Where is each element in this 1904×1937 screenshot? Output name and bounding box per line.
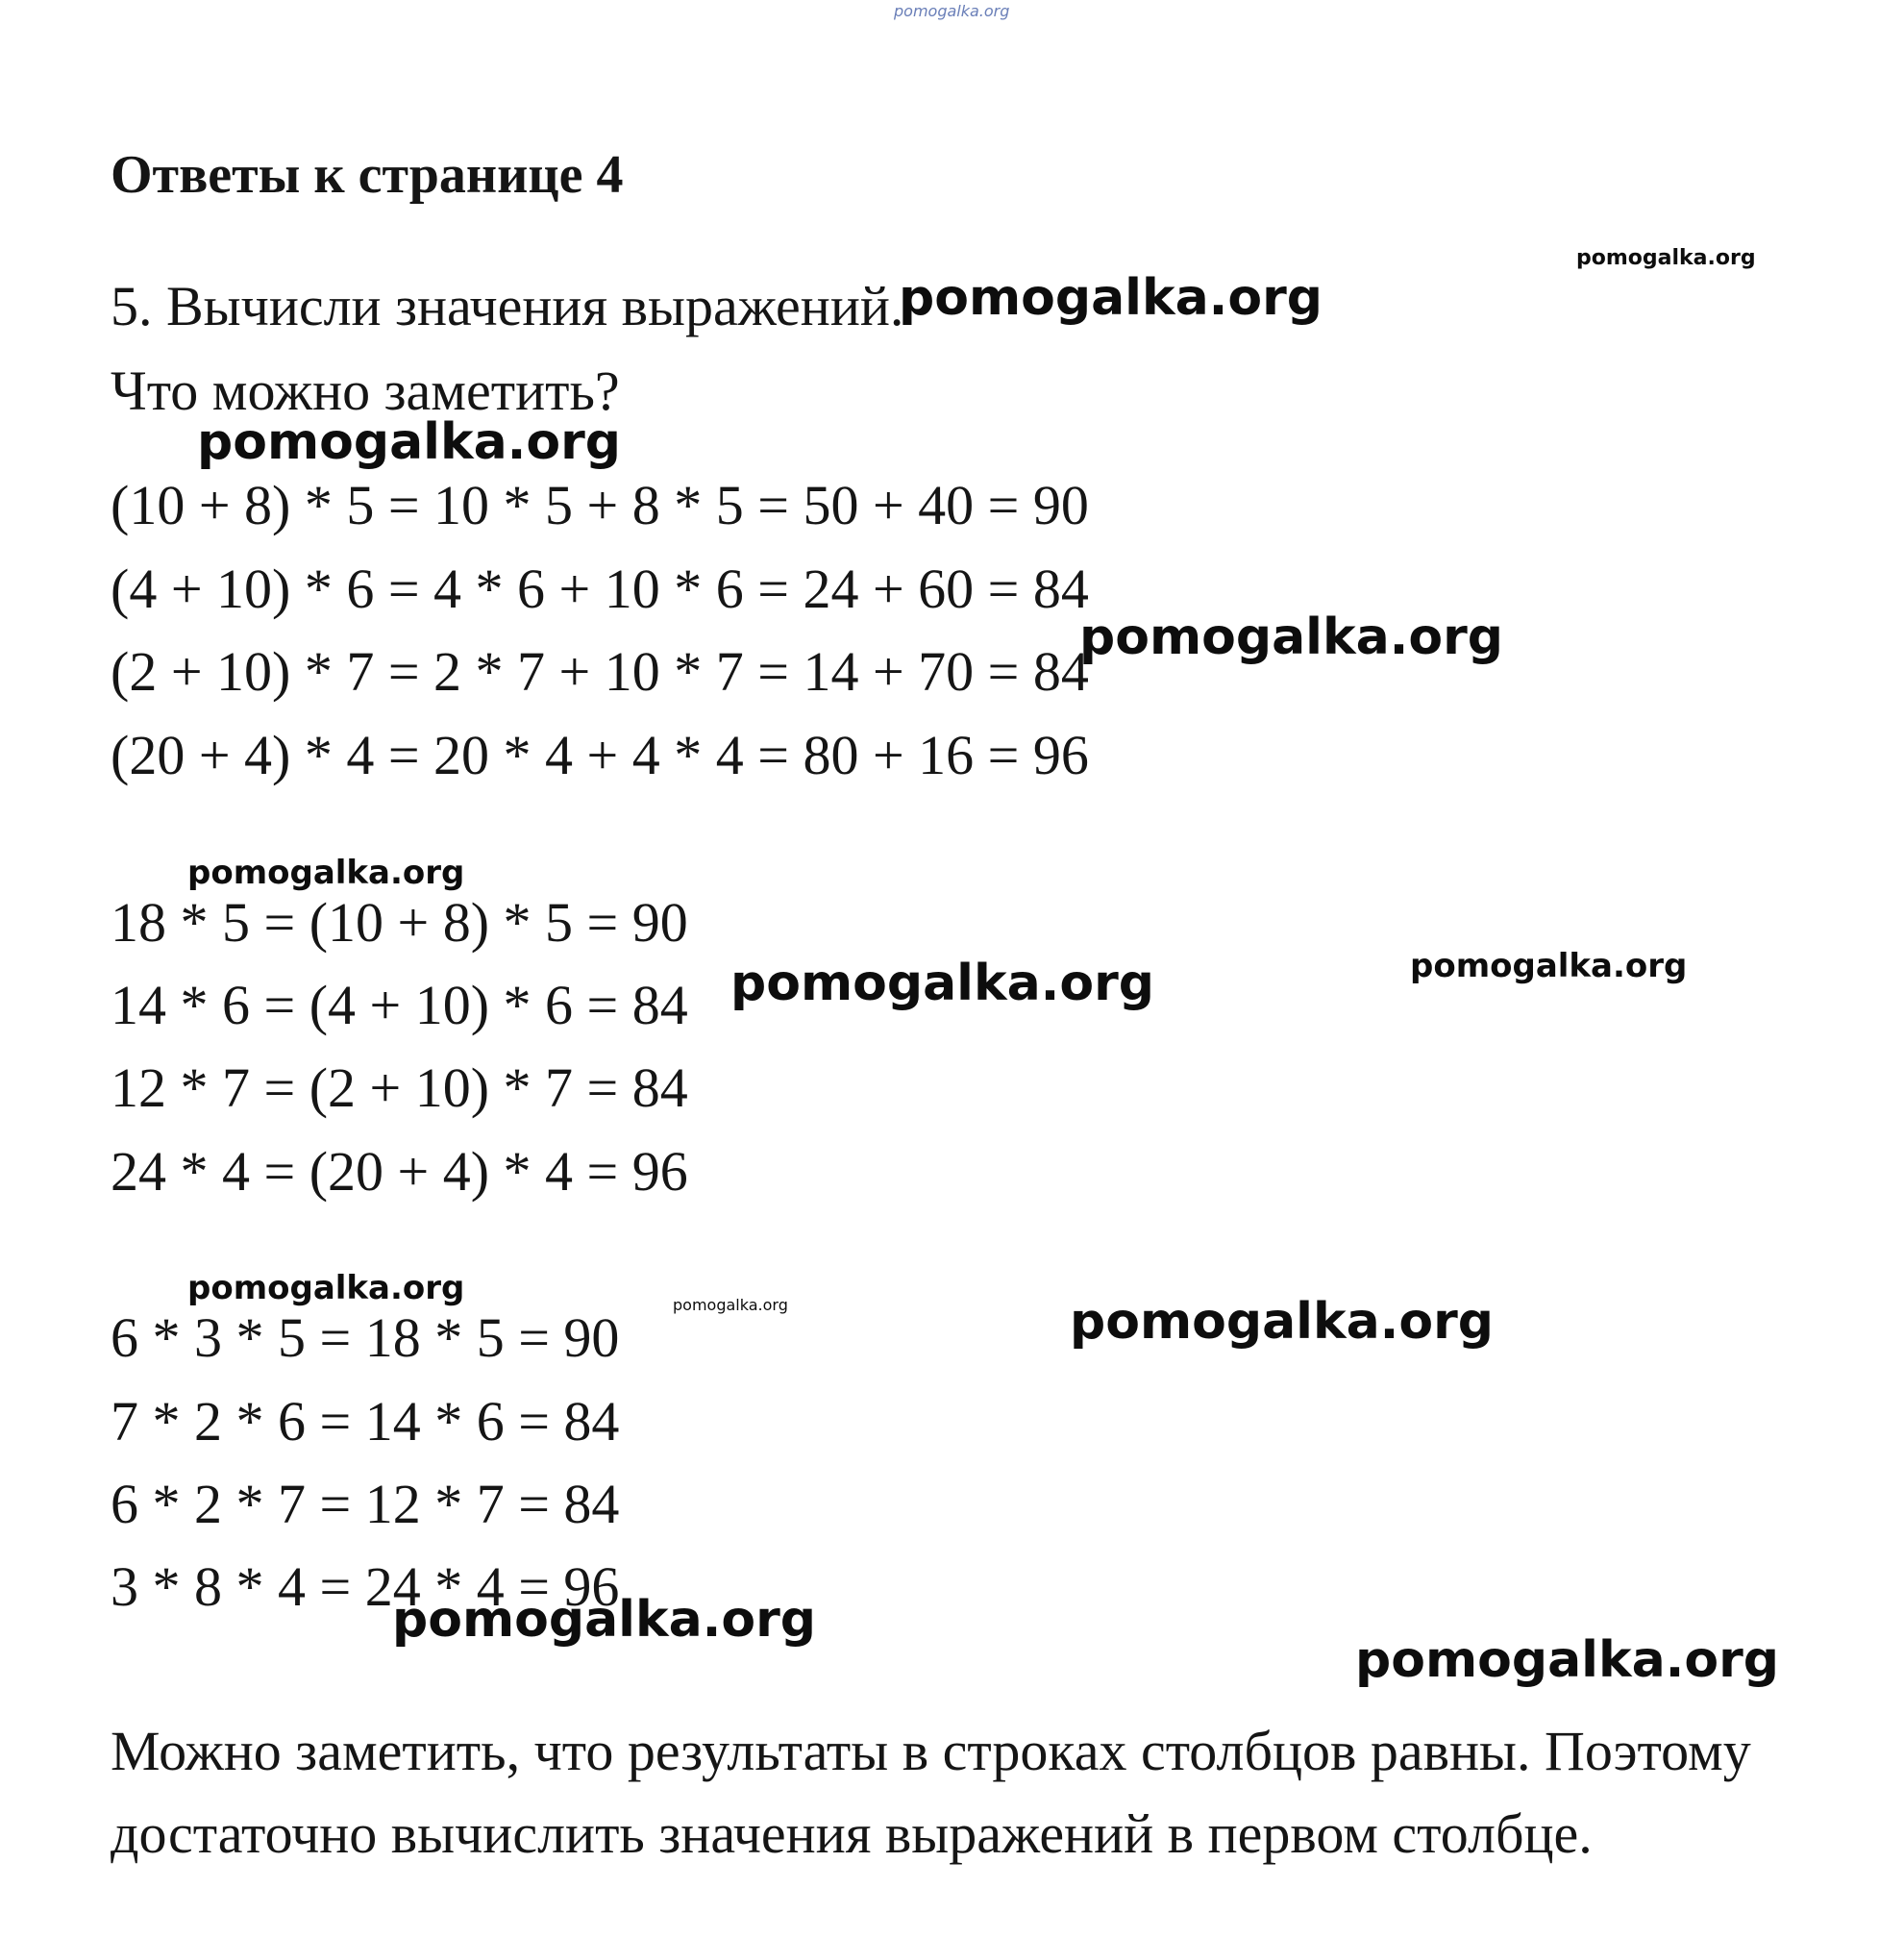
watermark: pomogalka.org (1410, 947, 1688, 985)
equation-line: 14 * 6 = (4 + 10) * 6 = 84 (111, 974, 688, 1036)
equation-line: (4 + 10) * 6 = 4 * 6 + 10 * 6 = 24 + 60 = 84 (111, 558, 1089, 620)
watermark: pomogalka.org (392, 1591, 817, 1649)
equation-line: 12 * 7 = (2 + 10) * 7 = 84 (111, 1056, 688, 1119)
equation-line: 3 * 8 * 4 = 24 * 4 = 96 (111, 1555, 620, 1618)
watermark: pomogalka.org (730, 955, 1155, 1012)
task-question: Что можно заметить? (111, 360, 620, 422)
watermark: pomogalka.org (197, 413, 622, 471)
equation-line: (10 + 8) * 5 = 10 * 5 + 8 * 5 = 50 + 40 = 90 (111, 474, 1089, 536)
equation-line: 6 * 3 * 5 = 18 * 5 = 90 (111, 1306, 620, 1369)
equation-line: 18 * 5 = (10 + 8) * 5 = 90 (111, 891, 688, 954)
watermark: pomogalka.org (899, 269, 1323, 327)
conclusion-line-2: достаточно вычислить значения выражений в первом столбце. (111, 1802, 1593, 1865)
watermark: pomogalka.org (1355, 1631, 1780, 1689)
task-heading: 5. Вычисли значения выражений. (111, 275, 904, 337)
watermark: pomogalka.org (1070, 1293, 1495, 1351)
page-title: Ответы к странице 4 (111, 145, 624, 205)
watermark-top: pomogalka.org (894, 2, 1010, 20)
watermark: pomogalka.org (1079, 608, 1504, 666)
equation-line: (20 + 4) * 4 = 20 * 4 + 4 * 4 = 80 + 16 = 96 (111, 724, 1089, 786)
conclusion-line-1: Можно заметить, что результаты в строках столбцов равны. Поэтому (111, 1720, 1751, 1782)
equation-line: 24 * 4 = (20 + 4) * 4 = 96 (111, 1140, 688, 1203)
equation-line: 6 * 2 * 7 = 12 * 7 = 84 (111, 1473, 620, 1535)
watermark: pomogalka.org (187, 1269, 465, 1307)
watermark: pomogalka.org (673, 1296, 788, 1314)
equation-line: (2 + 10) * 7 = 2 * 7 + 10 * 7 = 14 + 70 = 84 (111, 640, 1089, 703)
watermark: pomogalka.org (1576, 246, 1756, 270)
watermark: pomogalka.org (187, 854, 465, 892)
equation-line: 7 * 2 * 6 = 14 * 6 = 84 (111, 1390, 620, 1453)
